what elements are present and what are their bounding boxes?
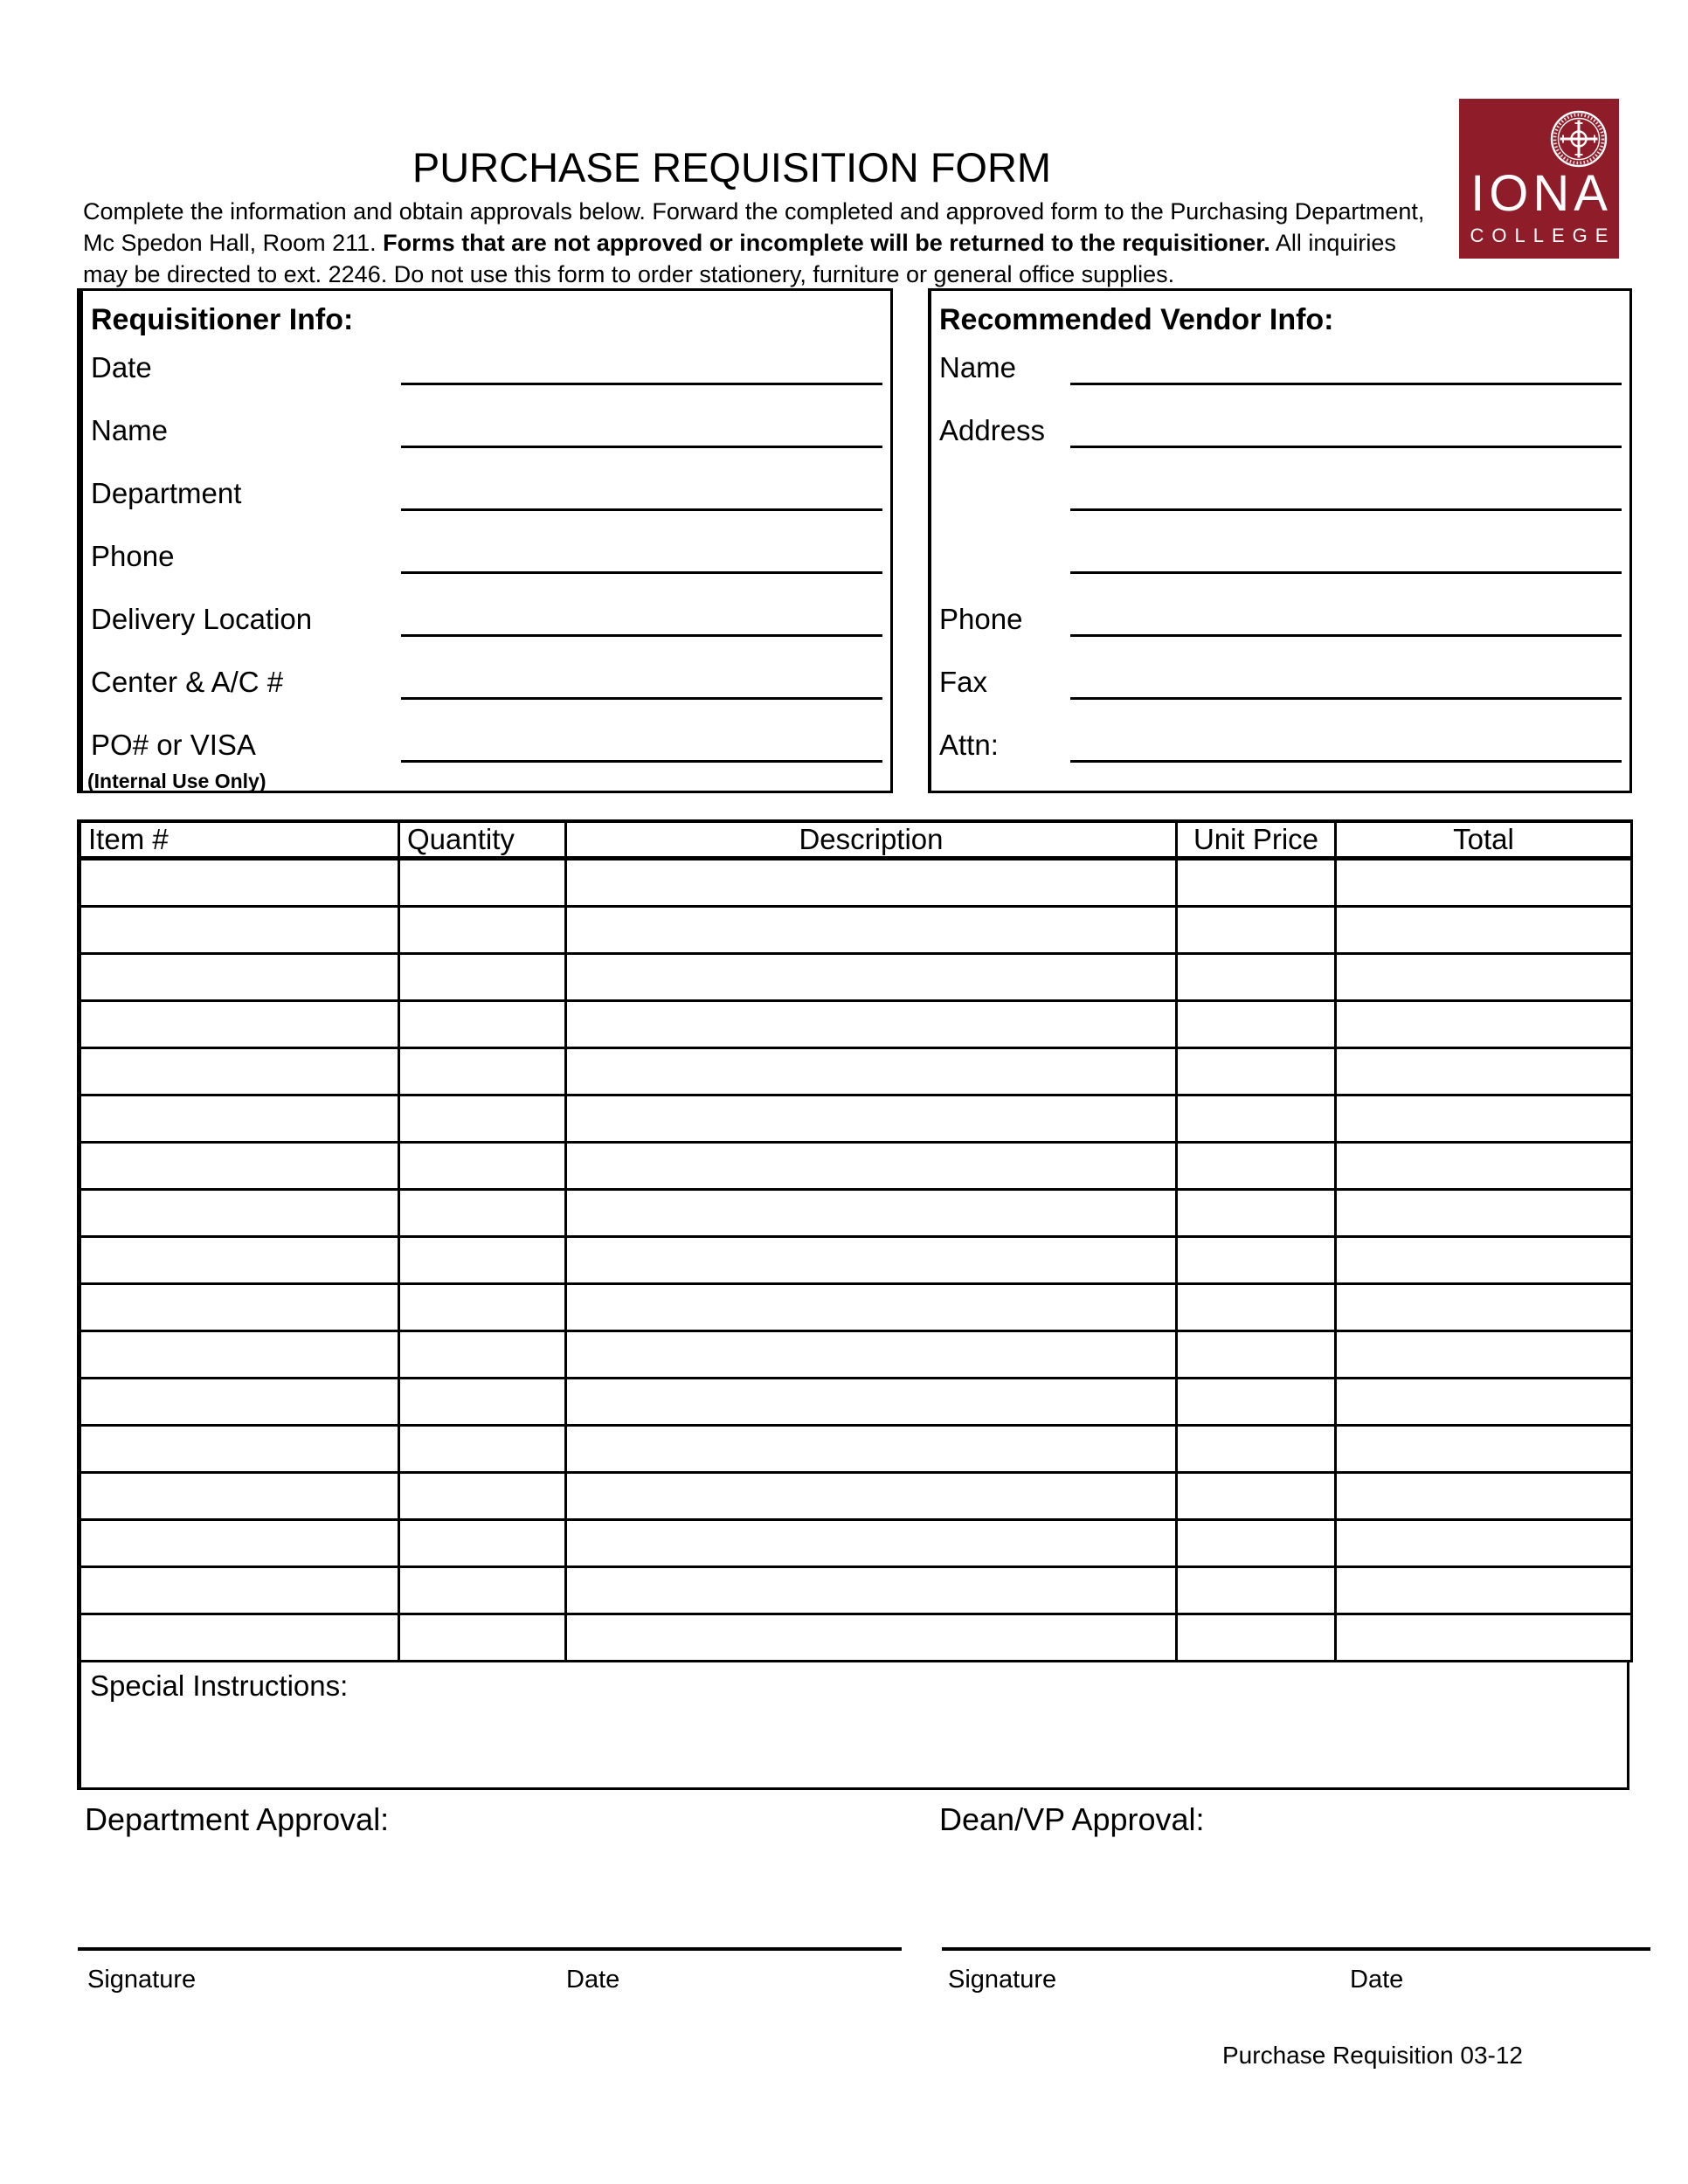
description-cell[interactable] xyxy=(566,1001,1177,1048)
description-cell[interactable] xyxy=(566,1426,1177,1473)
quantity-cell[interactable] xyxy=(399,907,566,954)
logo-wordmark-top: IONA xyxy=(1470,165,1612,222)
department-label: Department xyxy=(91,477,242,509)
po-visa-label: PO# or VISA xyxy=(91,729,256,761)
item-number-cell[interactable] xyxy=(80,1426,399,1473)
vendor-attn-label: Attn: xyxy=(939,729,999,761)
phone-label: Phone xyxy=(91,540,175,572)
field-row xyxy=(939,654,1622,700)
item-number-cell[interactable] xyxy=(80,1237,399,1284)
special-instructions-box[interactable] xyxy=(77,1662,1629,1790)
total-cell[interactable] xyxy=(1336,859,1632,907)
dean-date-label: Date xyxy=(1350,1966,1404,1994)
description-cell[interactable] xyxy=(566,1614,1177,1662)
quantity-cell[interactable] xyxy=(399,1567,566,1614)
dean-vp-approval-label: Dean/VP Approval: xyxy=(939,1801,1205,1837)
item-number-cell[interactable] xyxy=(80,1473,399,1520)
item-number-cell[interactable] xyxy=(80,1331,399,1379)
unit-price-cell[interactable] xyxy=(1177,1048,1336,1095)
description-cell[interactable] xyxy=(566,1331,1177,1379)
table-row xyxy=(80,1001,1632,1048)
total-cell[interactable] xyxy=(1336,954,1632,1001)
vendor-phone-label: Phone xyxy=(939,603,1023,635)
quantity-header: Quantity xyxy=(399,821,566,859)
quantity-cell[interactable] xyxy=(399,1473,566,1520)
total-cell[interactable] xyxy=(1336,1190,1632,1237)
total-cell[interactable] xyxy=(1336,907,1632,954)
field-row xyxy=(91,529,882,574)
table-row xyxy=(80,1567,1632,1614)
description-cell[interactable] xyxy=(566,1143,1177,1190)
delivery-location-label: Delivery Location xyxy=(91,603,313,635)
instructions-line3: may be directed to ext. 2246. Do not use this form to order stationery, furniture or general office supplies. xyxy=(83,261,1175,287)
description-cell[interactable] xyxy=(566,954,1177,1001)
table-row xyxy=(80,1520,1632,1567)
unit-price-cell[interactable] xyxy=(1177,1237,1336,1284)
requisitioner-info-title: Requisitioner Info: xyxy=(91,303,354,336)
department-approval-label: Department Approval: xyxy=(85,1801,390,1837)
description-cell[interactable] xyxy=(566,1095,1177,1143)
vendor-attn-input-line[interactable] xyxy=(1070,715,1622,763)
unit-price-cell[interactable] xyxy=(1177,1143,1336,1190)
special-instructions-label: Special Instructions: xyxy=(90,1669,349,1702)
field-row xyxy=(939,529,1622,574)
unit-price-cell[interactable] xyxy=(1177,954,1336,1001)
total-header: Total xyxy=(1336,821,1632,859)
description-header: Description xyxy=(566,821,1177,859)
field-row xyxy=(939,340,1622,385)
total-cell[interactable] xyxy=(1336,1567,1632,1614)
vendor-name-input-line[interactable] xyxy=(1070,337,1622,385)
instructions-line2-pre: Mc Spedon Hall, Room 211. xyxy=(83,230,384,256)
description-cell[interactable] xyxy=(566,1473,1177,1520)
item-number-cell[interactable] xyxy=(80,954,399,1001)
vendor-address-label: Address xyxy=(939,414,1046,446)
field-row xyxy=(91,654,882,700)
field-row xyxy=(939,466,1622,511)
table-row xyxy=(80,1379,1632,1426)
description-cell[interactable] xyxy=(566,1048,1177,1095)
unit-price-cell[interactable] xyxy=(1177,1331,1336,1379)
department-signature-label: Signature xyxy=(87,1966,197,1994)
vendor-address3-input-line[interactable] xyxy=(1070,526,1622,574)
quantity-cell[interactable] xyxy=(399,1190,566,1237)
description-cell[interactable] xyxy=(566,907,1177,954)
center-ac-label: Center & A/C # xyxy=(91,666,284,698)
vendor-name-label: Name xyxy=(939,351,1017,384)
instructions-line2-bold: Forms that are not approved or incomplete will be returned to the requisitioner. xyxy=(383,230,1270,256)
vendor-phone-input-line[interactable] xyxy=(1070,589,1622,637)
description-cell[interactable] xyxy=(566,1379,1177,1426)
date-label: Date xyxy=(91,351,152,384)
logo-wordmark-bottom: COLLEGE xyxy=(1470,225,1616,246)
name-label: Name xyxy=(91,414,169,446)
table-row xyxy=(80,1095,1632,1143)
table-row xyxy=(80,1614,1632,1662)
table-row xyxy=(80,1473,1632,1520)
table-row xyxy=(80,1426,1632,1473)
quantity-cell[interactable] xyxy=(399,859,566,907)
field-row xyxy=(91,340,882,385)
field-row xyxy=(91,717,882,763)
instructions-line2-post: All inquiries xyxy=(1269,230,1396,256)
po-visa-input-line[interactable] xyxy=(401,715,882,763)
quantity-cell[interactable] xyxy=(399,1001,566,1048)
table-row xyxy=(80,1143,1632,1190)
item-number-cell[interactable] xyxy=(80,1614,399,1662)
item-number-cell[interactable] xyxy=(80,1379,399,1426)
table-row xyxy=(80,954,1632,1001)
vendor-fax-input-line[interactable] xyxy=(1070,652,1622,700)
item-number-cell[interactable] xyxy=(80,907,399,954)
quantity-cell[interactable] xyxy=(399,1426,566,1473)
vendor-address-input-line[interactable] xyxy=(1070,400,1622,448)
table-header-row xyxy=(80,821,1632,859)
center-ac-input-line[interactable] xyxy=(401,652,882,700)
table-row xyxy=(80,1237,1632,1284)
item-number-cell[interactable] xyxy=(80,1048,399,1095)
item-number-cell[interactable] xyxy=(80,1001,399,1048)
unit-price-cell[interactable] xyxy=(1177,1567,1336,1614)
total-cell[interactable] xyxy=(1336,1426,1632,1473)
description-cell[interactable] xyxy=(566,1567,1177,1614)
college-seal-icon xyxy=(1550,110,1608,168)
quantity-cell[interactable] xyxy=(399,1614,566,1662)
quantity-cell[interactable] xyxy=(399,1331,566,1379)
iona-college-logo xyxy=(1459,99,1619,259)
quantity-cell[interactable] xyxy=(399,1143,566,1190)
vendor-address3-label xyxy=(939,573,1070,574)
description-cell[interactable] xyxy=(566,859,1177,907)
table-row xyxy=(80,1331,1632,1379)
unit-price-cell[interactable] xyxy=(1177,1284,1336,1331)
quantity-cell[interactable] xyxy=(399,1520,566,1567)
total-cell[interactable] xyxy=(1336,1001,1632,1048)
instructions-line1: Complete the information and obtain approvals below. Forward the completed and approved form to the Purchasing Department, xyxy=(83,198,1425,225)
description-cell[interactable] xyxy=(566,1520,1177,1567)
phone-input-line[interactable] xyxy=(401,526,882,574)
description-cell[interactable] xyxy=(566,1284,1177,1331)
total-cell[interactable] xyxy=(1336,1048,1632,1095)
table-row xyxy=(80,1048,1632,1095)
total-cell[interactable] xyxy=(1336,1379,1632,1426)
table-body xyxy=(80,859,1632,1662)
table-row xyxy=(80,1190,1632,1237)
total-cell[interactable] xyxy=(1336,1331,1632,1379)
description-cell[interactable] xyxy=(566,1237,1177,1284)
field-row xyxy=(939,717,1622,763)
total-cell[interactable] xyxy=(1336,1520,1632,1567)
total-cell[interactable] xyxy=(1336,1237,1632,1284)
dean-signature-line[interactable] xyxy=(942,1947,1650,1951)
unit-price-cell[interactable] xyxy=(1177,907,1336,954)
total-cell[interactable] xyxy=(1336,1614,1632,1662)
name-input-line[interactable] xyxy=(401,400,882,448)
quantity-cell[interactable] xyxy=(399,1048,566,1095)
table-row xyxy=(80,907,1632,954)
line-items-section xyxy=(77,819,1641,1790)
item-number-cell[interactable] xyxy=(80,1284,399,1331)
page-title: PURCHASE REQUISITION FORM xyxy=(412,144,1052,190)
field-row xyxy=(91,403,882,448)
field-row xyxy=(91,591,882,637)
form-instructions xyxy=(83,196,1498,290)
department-input-line[interactable] xyxy=(401,463,882,511)
department-signature-line[interactable] xyxy=(78,1947,902,1951)
item-number-cell[interactable] xyxy=(80,1143,399,1190)
line-items-table xyxy=(77,819,1633,1662)
field-row xyxy=(939,591,1622,637)
document-code: Purchase Requisition 03-12 xyxy=(1222,2042,1523,2069)
vendor-info-title: Recommended Vendor Info: xyxy=(939,303,1334,336)
requisitioner-info-box xyxy=(77,288,893,793)
unit-price-cell[interactable] xyxy=(1177,1614,1336,1662)
total-cell[interactable] xyxy=(1336,1095,1632,1143)
quantity-cell[interactable] xyxy=(399,1095,566,1143)
quantity-cell[interactable] xyxy=(399,1284,566,1331)
quantity-cell[interactable] xyxy=(399,1237,566,1284)
unit-price-cell[interactable] xyxy=(1177,1379,1336,1426)
department-date-label: Date xyxy=(566,1966,620,1994)
vendor-fax-label: Fax xyxy=(939,666,988,698)
vendor-info-box xyxy=(928,288,1632,793)
total-cell[interactable] xyxy=(1336,1284,1632,1331)
item-number-cell[interactable] xyxy=(80,1190,399,1237)
item-number-header: Item # xyxy=(80,821,399,859)
item-number-cell[interactable] xyxy=(80,1095,399,1143)
unit-price-cell[interactable] xyxy=(1177,1190,1336,1237)
vendor-address2-label xyxy=(939,510,1070,511)
table-row xyxy=(80,1284,1632,1331)
field-row xyxy=(91,466,882,511)
table-row xyxy=(80,859,1632,907)
item-number-cell[interactable] xyxy=(80,859,399,907)
internal-use-note: (Internal Use Only) xyxy=(87,770,266,792)
field-row xyxy=(939,403,1622,448)
unit-price-cell[interactable] xyxy=(1177,1426,1336,1473)
description-cell[interactable] xyxy=(566,1190,1177,1237)
unit-price-cell[interactable] xyxy=(1177,1095,1336,1143)
delivery-location-input-line[interactable] xyxy=(401,589,882,637)
unit-price-cell[interactable] xyxy=(1177,1001,1336,1048)
quantity-cell[interactable] xyxy=(399,1379,566,1426)
quantity-cell[interactable] xyxy=(399,954,566,1001)
unit-price-cell[interactable] xyxy=(1177,859,1336,907)
unit-price-cell[interactable] xyxy=(1177,1520,1336,1567)
item-number-cell[interactable] xyxy=(80,1520,399,1567)
date-input-line[interactable] xyxy=(401,337,882,385)
unit-price-cell[interactable] xyxy=(1177,1473,1336,1520)
total-cell[interactable] xyxy=(1336,1143,1632,1190)
dean-signature-label: Signature xyxy=(948,1966,1057,1994)
total-cell[interactable] xyxy=(1336,1473,1632,1520)
item-number-cell[interactable] xyxy=(80,1567,399,1614)
unit-price-header: Unit Price xyxy=(1177,821,1336,859)
vendor-address2-input-line[interactable] xyxy=(1070,463,1622,511)
